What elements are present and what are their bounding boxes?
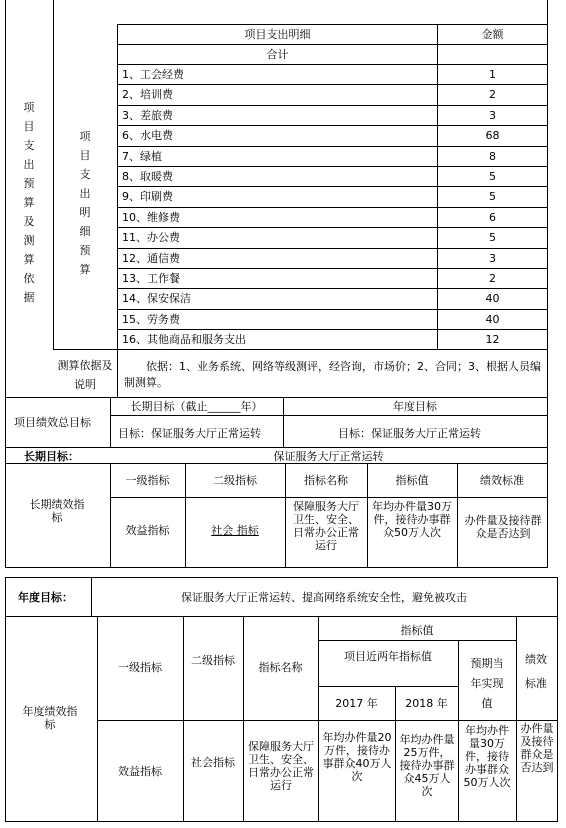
table-border <box>117 268 548 269</box>
t2-col-expected: 预期当年实现值 <box>470 657 504 710</box>
table-border <box>318 616 319 822</box>
annual-goal-header: 年度目标 <box>393 400 437 413</box>
table-border <box>117 166 548 167</box>
annual-target-value: 保证服务大厅正常运转、提高网络系统安全性，避免被攻击 <box>181 591 467 604</box>
long-term-goal-text: 目标：保证服务大厅正常运转 <box>118 427 261 440</box>
table-border <box>117 105 548 106</box>
table-border <box>5 616 558 617</box>
table-border <box>110 415 548 416</box>
table-border <box>5 397 548 398</box>
table-border <box>547 0 548 568</box>
table-border <box>117 64 548 65</box>
table-border <box>117 309 548 310</box>
annual-target-label: 年度目标： <box>18 591 73 604</box>
long-term-target-label: 长期目标： <box>24 450 79 463</box>
table-border <box>117 125 548 126</box>
row-standard: 办件量及接待群众是否达到 <box>464 514 542 540</box>
col-level2: 二级指标 <box>213 474 257 487</box>
table-border <box>117 329 548 330</box>
table-border <box>318 640 516 641</box>
table-border <box>5 567 548 568</box>
detail-header: 项目支出明细 <box>244 28 311 41</box>
expense-item-amount: 68 <box>485 129 500 142</box>
expense-item-label: 11、办公费 <box>122 231 180 244</box>
table-border <box>5 577 558 578</box>
expense-item-amount: 5 <box>489 170 496 183</box>
t2-col-value: 指标值 <box>400 624 434 637</box>
row-level1: 效益指标 <box>125 524 170 537</box>
t2-col-recent: 项目近两年指标值 <box>344 650 432 663</box>
table-border <box>5 821 558 822</box>
table-border <box>117 288 548 289</box>
expense-item-amount: 12 <box>485 333 500 346</box>
col-indicator-name: 指标名称 <box>304 474 348 487</box>
table-border <box>5 463 548 464</box>
expense-item-label: 1、工会经费 <box>122 68 184 81</box>
expense-item-amount: 1 <box>489 68 496 81</box>
expense-item-amount: 3 <box>489 252 496 265</box>
basis-text: 依据：1、业务系统、网络等级测评，经咨询，市场价；2、合同；3、根据人员编制测算。 <box>124 360 541 389</box>
table-border <box>117 248 548 249</box>
overall-goal-label: 项目绩效总目标 <box>14 416 91 429</box>
table-border <box>516 616 517 822</box>
expense-item-label: 12、通信费 <box>122 252 180 265</box>
expense-item-amount: 40 <box>485 313 500 326</box>
expense-item-amount: 5 <box>489 231 496 244</box>
t2-row-name: 保障服务大厅卫生、安全、日常办公正常运行 <box>248 740 314 792</box>
t2-row-2018: 年均办件量25万件，接待办事群众45万人次 <box>399 733 455 798</box>
table-border <box>243 616 244 822</box>
expense-item-amount: 8 <box>489 150 496 163</box>
table-border <box>117 24 118 397</box>
table-border <box>5 0 6 568</box>
table-border <box>5 447 548 448</box>
col-level1: 一级指标 <box>125 474 170 487</box>
expense-item-label: 7、绿植 <box>122 150 162 163</box>
expense-item-amount: 40 <box>485 292 500 305</box>
table-border <box>458 640 459 822</box>
budget-basis-vertical-label: 项目支出预算及测算依据 <box>23 101 35 304</box>
table-border <box>53 349 548 350</box>
expense-item-label: 8、取暖费 <box>122 170 173 183</box>
amount-header: 金额 <box>481 28 504 41</box>
annual-indicators-label: 年度绩效指 标 <box>22 705 89 731</box>
expense-item-label: 6、水电费 <box>122 129 173 142</box>
table-border <box>117 84 548 85</box>
expense-item-amount: 3 <box>489 109 496 122</box>
table-border <box>110 497 548 498</box>
table-border <box>117 186 548 187</box>
t2-col-level2: 二级指标 <box>191 654 235 667</box>
annual-goal-text: 目标：保证服务大厅正常运转 <box>338 427 481 440</box>
t2-col-2018: 2018 年 <box>405 697 448 710</box>
expense-item-amount: 5 <box>489 190 496 203</box>
expense-item-label: 14、保安保洁 <box>122 292 191 305</box>
table-border <box>117 207 548 208</box>
long-term-target-value: 保证服务大厅正常运转 <box>273 450 384 463</box>
t2-row-2017: 年均办件量20万件，接待办事群众40万人次 <box>322 731 392 783</box>
table-border <box>97 720 558 721</box>
col-indicator-value: 指标值 <box>395 474 429 487</box>
t2-col-level1: 一级指标 <box>118 661 162 674</box>
t2-col-standard: 绩效标准 <box>525 653 547 690</box>
t2-row-expected: 年均办件量30万件，接待办事群众50万人次 <box>463 724 511 789</box>
table-border <box>557 577 558 822</box>
row-level2: 社会 指标 <box>211 524 259 537</box>
long-term-indicators-label: 长期绩效指 标 <box>29 498 107 524</box>
expense-item-amount: 2 <box>489 88 496 101</box>
detail-budget-vertical-label: 项目支出明细预算 <box>79 130 91 276</box>
table-border <box>318 686 458 687</box>
t2-row-standard: 办件量及接待群众是否达到 <box>520 722 554 774</box>
table-border <box>5 577 6 822</box>
table-border <box>117 227 548 228</box>
table-border <box>117 146 548 147</box>
total-label: 合计 <box>266 48 289 61</box>
basis-label: 测算依据及说明 <box>57 359 113 391</box>
row-indicator-name: 保障服务大厅卫生、安全、日常办公正常运行 <box>293 500 359 552</box>
expense-item-label: 9、印刷费 <box>122 190 173 203</box>
t2-row-level1: 效益指标 <box>118 765 162 778</box>
col-standard: 绩效标准 <box>480 474 524 487</box>
t2-col-2017: 2017 年 <box>335 697 378 710</box>
expense-item-label: 3、差旅费 <box>122 109 173 122</box>
long-term-goal-header: 长期目标（截止______年） <box>130 400 263 413</box>
table-border <box>117 44 548 45</box>
expense-item-label: 13、工作餐 <box>122 272 180 285</box>
table-border <box>117 24 548 25</box>
table-border <box>183 616 184 822</box>
row-indicator-value: 年均办件量30万件，接待办事群众50万人次 <box>372 500 452 539</box>
expense-item-amount: 2 <box>489 272 496 285</box>
expense-item-label: 2、培训费 <box>122 88 173 101</box>
t2-col-name: 指标名称 <box>258 661 303 674</box>
expense-item-label: 15、劳务费 <box>122 313 180 326</box>
expense-item-label: 10、维修费 <box>122 211 180 224</box>
table-border <box>53 0 54 350</box>
table-border <box>97 616 98 822</box>
t2-row-level2: 社会指标 <box>191 756 235 769</box>
expense-item-amount: 6 <box>489 211 496 224</box>
expense-item-label: 16、其他商品和服务支出 <box>122 333 246 346</box>
